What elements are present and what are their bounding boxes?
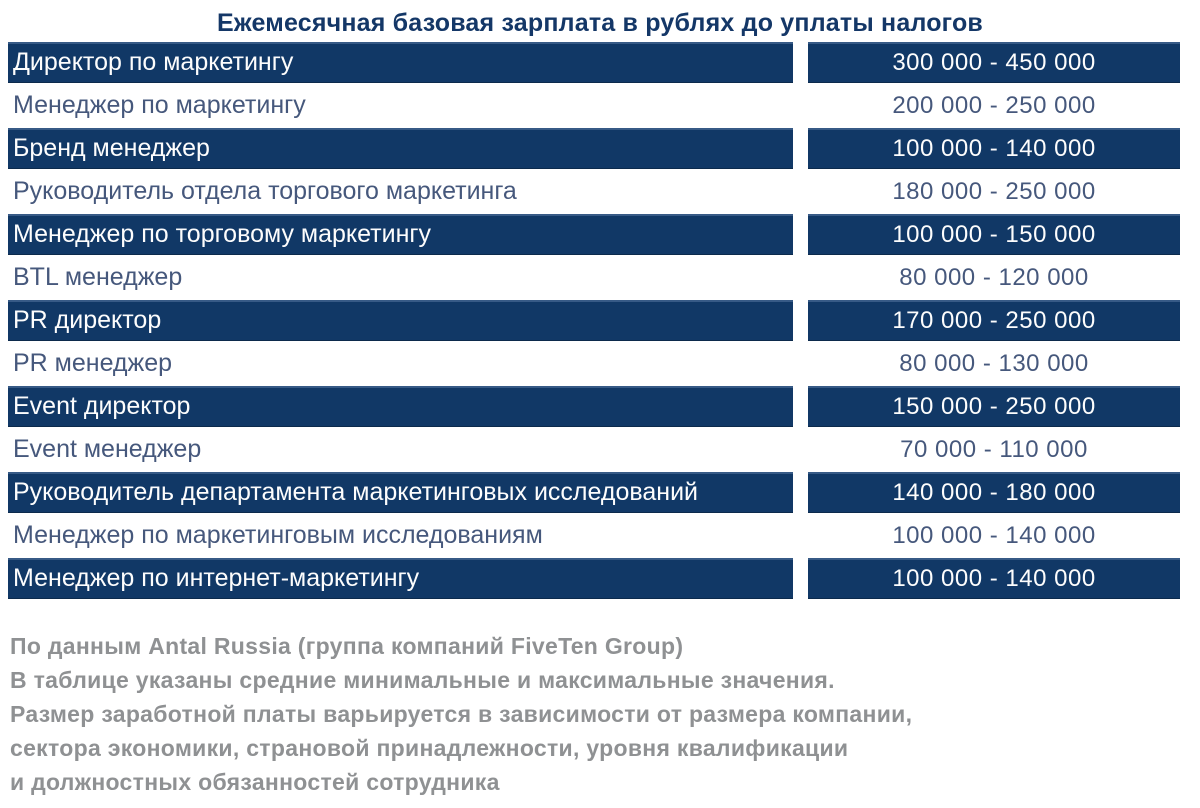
salary-range-cell: 70 000 - 110 000 <box>900 435 1088 463</box>
column-gap <box>793 515 808 556</box>
column-gap <box>793 472 808 513</box>
salary-table-page <box>0 8 1200 808</box>
table-row <box>8 515 1200 556</box>
salary-range-cell: 100 000 - 140 000 <box>808 558 1180 599</box>
footer-source-line: По данным Antal Russia (группа компаний FiveTen Group) <box>10 633 684 659</box>
column-gap <box>793 300 808 341</box>
position-cell: Event менеджер <box>13 435 202 463</box>
salary-range-cell: 170 000 - 250 000 <box>808 300 1180 341</box>
footer-notes <box>10 629 1200 799</box>
footer-note-line: и должностных обязанностей сотрудника <box>10 769 500 795</box>
table-row <box>8 42 1200 83</box>
page-title: Ежемесячная базовая зарплата в рублях до уплаты налогов <box>217 9 983 37</box>
column-gap <box>793 214 808 255</box>
column-gap <box>793 85 808 126</box>
salary-table <box>8 42 1200 599</box>
column-gap <box>793 429 808 470</box>
column-gap <box>793 42 808 83</box>
position-cell: Менеджер по интернет-маркетингу <box>8 558 793 599</box>
table-row <box>8 472 1200 513</box>
column-gap <box>793 171 808 212</box>
table-row <box>8 343 1200 384</box>
table-row <box>8 300 1200 341</box>
column-gap <box>793 558 808 599</box>
salary-range-cell: 80 000 - 130 000 <box>899 349 1089 377</box>
footer-note-line: В таблице указаны средние минимальные и максимальные значения. <box>10 667 835 693</box>
salary-range-cell: 100 000 - 140 000 <box>892 521 1096 549</box>
salary-range-cell: 200 000 - 250 000 <box>892 91 1096 119</box>
position-cell: Менеджер по торговому маркетингу <box>8 214 793 255</box>
position-cell: Бренд менеджер <box>8 128 793 169</box>
salary-range-cell: 300 000 - 450 000 <box>808 42 1180 83</box>
position-cell: PR менеджер <box>13 349 173 377</box>
position-cell: BTL менеджер <box>13 263 183 291</box>
position-cell: Event директор <box>8 386 793 427</box>
table-row <box>8 257 1200 298</box>
table-row <box>8 85 1200 126</box>
salary-range-cell: 80 000 - 120 000 <box>899 263 1089 291</box>
position-cell: Директор по маркетингу <box>8 42 793 83</box>
column-gap <box>793 257 808 298</box>
position-cell: Руководитель отдела торгового маркетинга <box>13 177 517 205</box>
table-row <box>8 386 1200 427</box>
footer-note-line: Размер заработной платы варьируется в зависимости от размера компании, <box>10 701 913 727</box>
footer-note-line: сектора экономики, страновой принадлежности, уровня квалификации <box>10 735 849 761</box>
salary-range-cell: 180 000 - 250 000 <box>892 177 1096 205</box>
table-row <box>8 558 1200 599</box>
salary-range-cell: 100 000 - 140 000 <box>808 128 1180 169</box>
salary-range-cell: 100 000 - 150 000 <box>808 214 1180 255</box>
table-row <box>8 128 1200 169</box>
column-gap <box>793 386 808 427</box>
salary-range-cell: 150 000 - 250 000 <box>808 386 1180 427</box>
position-cell: Руководитель департамента маркетинговых исследований <box>8 472 793 513</box>
position-cell: PR директор <box>8 300 793 341</box>
position-cell: Менеджер по маркетинговым исследованиям <box>13 521 543 549</box>
table-row <box>8 214 1200 255</box>
table-row <box>8 429 1200 470</box>
table-row <box>8 171 1200 212</box>
column-gap <box>793 128 808 169</box>
position-cell: Менеджер по маркетингу <box>13 91 306 119</box>
salary-range-cell: 140 000 - 180 000 <box>808 472 1180 513</box>
column-gap <box>793 343 808 384</box>
